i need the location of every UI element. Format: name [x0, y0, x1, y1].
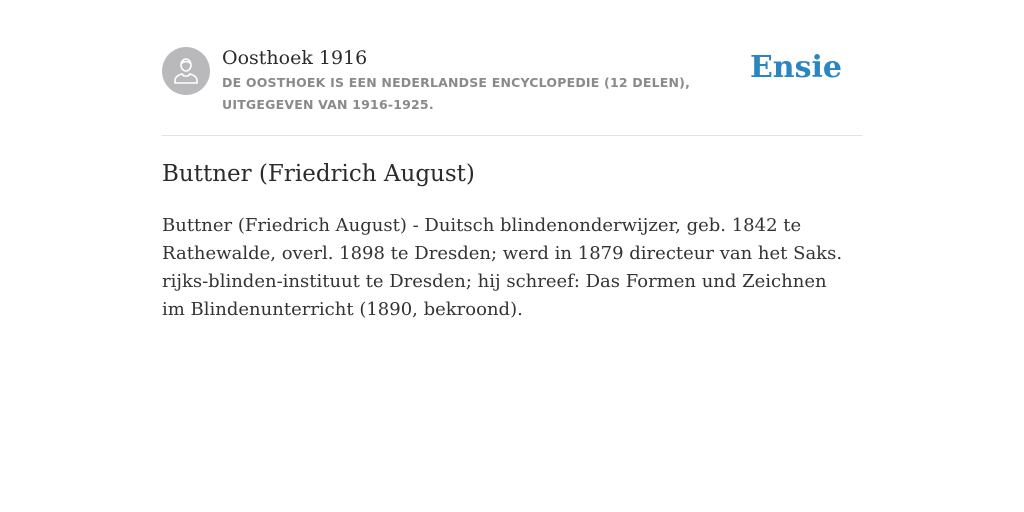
- entry-body: Buttner (Friedrich August) - Duitsch blindenonderwijzer, geb. 1842 te Rathewalde, overl. 1898 te Dresden; werd in 1879 directeur van het Saks. rijks-blinden-instituut te Dresden; hij schreef: Das Formen und Zeichnen im Blindenunterricht (1890, bekroond).: [162, 215, 843, 320]
- entry-card: [162, 0, 862, 320]
- ensie-logo[interactable]: Ensie: [749, 50, 842, 85]
- entry-title: Buttner (Friedrich August): [162, 161, 475, 187]
- source-avatar[interactable]: [162, 47, 210, 95]
- source-meta: [222, 44, 757, 116]
- source-description: DE OOSTHOEK IS EEN NEDERLANDSE ENCYCLOPEDIE (12 DELEN), UITGEGEVEN VAN 1916-1925.: [222, 75, 691, 112]
- user-icon: [162, 47, 210, 95]
- source-header: [162, 0, 862, 136]
- source-title[interactable]: Oosthoek 1916: [222, 47, 368, 69]
